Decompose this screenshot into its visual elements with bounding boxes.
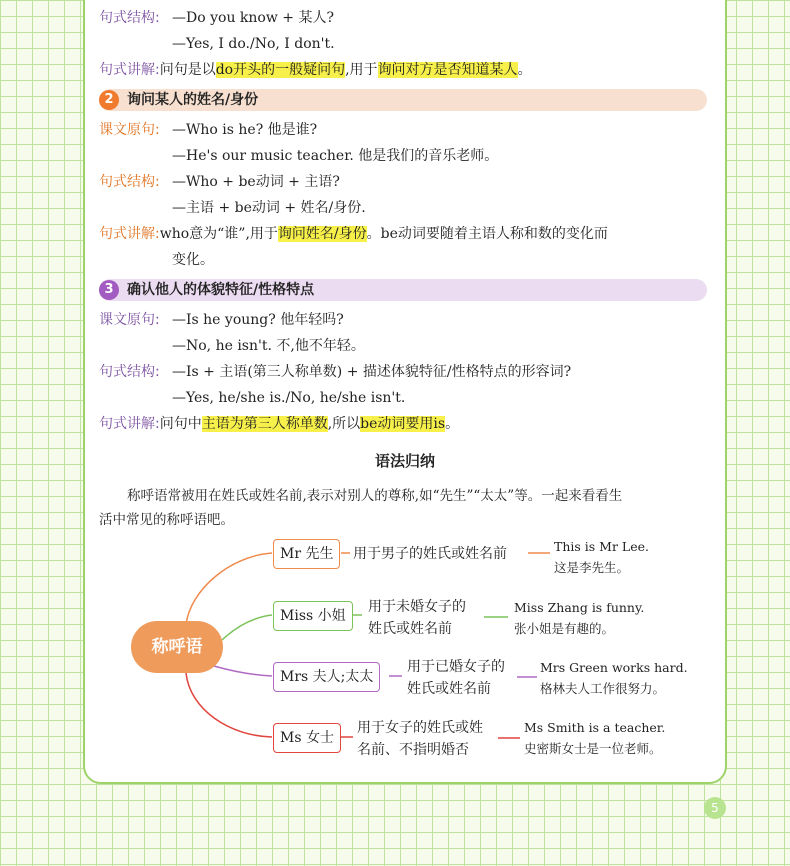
term-desc: 名前、不指明婚否: [357, 742, 469, 758]
structure-line: —Yes, he/she is./No, he/she isn't.: [172, 390, 406, 406]
structure-label: 句式结构:: [99, 174, 160, 190]
explain-label: 句式讲解:: [99, 62, 160, 78]
example-en: Ms Smith is a teacher.: [524, 720, 666, 735]
term-box-ms: Ms 女士: [273, 723, 341, 753]
structure-line: —Is + 主语(第三人称单数) + 描述体貌特征/性格特点的形容词?: [172, 364, 572, 380]
example-cn: 这是李先生。: [554, 560, 630, 575]
highlight: 询问姓名/身份: [277, 226, 367, 242]
original-line: —Who is he? 他是谁?: [172, 122, 318, 138]
term-desc: 姓氏或姓名前: [368, 621, 452, 637]
example-cn: 张小姐是有趣的。: [514, 621, 615, 636]
original-line: —He's our music teacher. 他是我们的音乐老师。: [172, 148, 499, 164]
grammar-intro: 称呼语常被用在姓氏或姓名前,表示对别人的尊称,如“先生”“太太”等。一起来看看生: [127, 488, 623, 504]
structure-line: —Yes, I do./No, I don't.: [172, 36, 335, 52]
structure-line: —Do you know + 某人?: [172, 10, 334, 26]
explain-line: 句式讲解:who意为“谁”,用于询问姓名/身份。be动词要随着主语人称和数的变化而: [99, 226, 608, 242]
term-desc: 用于女子的姓氏或姓: [357, 720, 483, 736]
term-desc: 用于男子的姓氏或姓名前: [353, 546, 507, 562]
term-desc: 姓氏或姓名前: [407, 681, 491, 697]
explain-label: 句式讲解:: [99, 416, 160, 432]
term-box-mr: Mr 先生: [273, 539, 340, 569]
grammar-title: 语法归纳: [360, 450, 450, 471]
highlight: 询问对方是否知道某人: [377, 62, 518, 78]
structure-line: —主语 + be动词 + 姓名/身份.: [172, 200, 366, 216]
example-cn: 史密斯女士是一位老师。: [524, 741, 662, 756]
example-cn: 格林夫人工作很努力。: [540, 681, 666, 696]
term-desc: 用于已婚女子的: [407, 659, 505, 675]
original-label: 课文原句:: [99, 312, 160, 328]
term-desc: 用于未婚女子的: [368, 599, 466, 615]
original-line: —Is he young? 他年轻吗?: [172, 312, 344, 328]
example-en: Mrs Green works hard.: [540, 660, 688, 675]
page-number: 5: [704, 797, 726, 819]
explain-line: 句式讲解:问句是以do开头的一般疑问句,用于询问对方是否知道某人。: [99, 62, 532, 78]
term-box-mrs: Mrs 夫人;太太: [273, 662, 380, 692]
section-title: 询问某人的姓名/身份: [127, 92, 259, 108]
original-line: —No, he isn't. 不,他不年轻。: [172, 338, 365, 354]
explain-line: 句式讲解:问句中主语为第三人称单数,所以be动词要用is。: [99, 416, 460, 432]
original-label: 课文原句:: [99, 122, 160, 138]
highlight: be动词要用is: [360, 416, 446, 432]
structure-line: —Who + be动词 + 主语?: [172, 174, 340, 190]
example-en: Miss Zhang is funny.: [514, 600, 645, 615]
highlight: 主语为第三人称单数: [201, 416, 328, 432]
section-number: 3: [99, 280, 119, 300]
structure-label: 句式结构:: [99, 10, 160, 26]
section-title: 确认他人的体貌特征/性格特点: [127, 282, 315, 298]
mindmap-center: 称呼语: [131, 621, 223, 673]
structure-label: 句式结构:: [99, 364, 160, 380]
grammar-intro: 活中常见的称呼语吧。: [99, 512, 234, 528]
explain-line: 变化。: [172, 252, 214, 268]
highlight: do开头的一般疑问句: [215, 62, 346, 78]
example-en: This is Mr Lee.: [554, 539, 649, 554]
term-box-miss: Miss 小姐: [273, 601, 353, 631]
section-number: 2: [99, 90, 119, 110]
explain-label: 句式讲解:: [99, 226, 160, 242]
